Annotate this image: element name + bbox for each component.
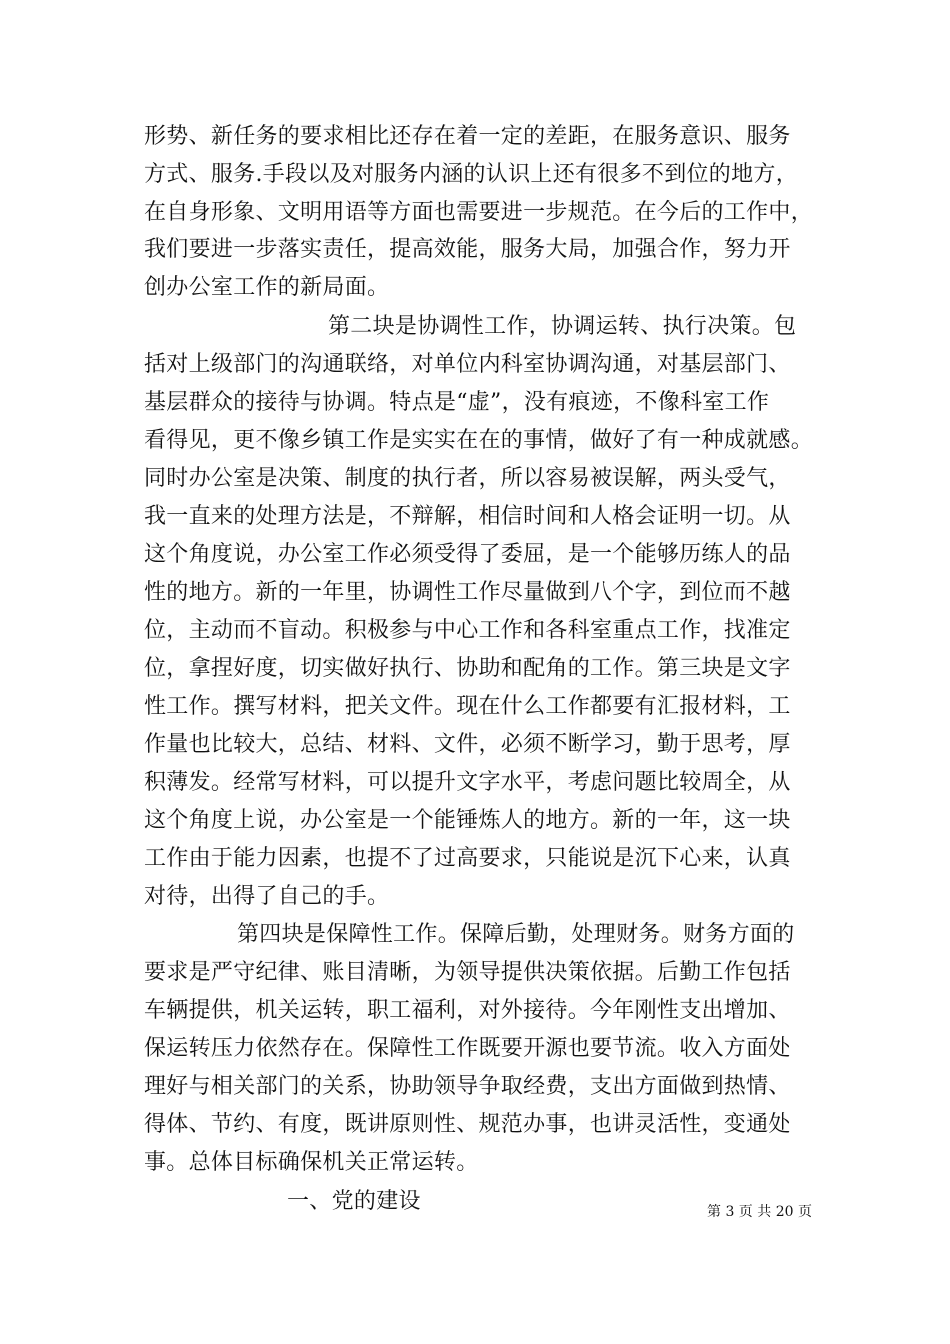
text-line: 创办公室工作的新局面。 (144, 275, 390, 300)
text-line: 括对上级部门的沟通联络，对单位内科室协调沟通，对基层部门、 (144, 352, 791, 377)
text-line: 在自身形象、文明用语等方面也需要进一步规范。在今后的工作中， (144, 200, 814, 225)
text-line: 这个角度说，办公室工作必须受得了委屈，是一个能够历练人的品 (144, 542, 791, 567)
page-number: 第 3 页 共 20 页 (707, 1204, 812, 1220)
text-line: 得体、节约、有度，既讲原则性、规范办事，也讲灵活性，变通处 (144, 1112, 791, 1137)
paragraph-start: 第四块是保障性工作。保障后勤，处理财务。财务方面的 (237, 922, 795, 947)
text-line: 性工作。撰写材料，把关文件。现在什么工作都要有汇报材料，工 (144, 694, 791, 719)
text-line: 车辆提供，机关运转，职工福利，对外接待。今年刚性支出增加、 (144, 998, 791, 1023)
text-line: 这个角度上说，办公室是一个能锤炼人的地方。新的一年，这一块 (144, 808, 791, 833)
text-line: 事。总体目标确保机关正常运转。 (144, 1150, 479, 1175)
text-line: 位，主动而不盲动。积极参与中心工作和各科室重点工作，找准定 (144, 618, 791, 643)
section-heading: 一、党的建设 (287, 1189, 421, 1214)
text-line: 性的地方。新的一年里，协调性工作尽量做到八个字，到位而不越 (144, 580, 791, 605)
text-line: 我一直来的处理方法是，不辩解，相信时间和人格会证明一切。从 (144, 504, 791, 529)
text-line: 要求是严守纪律、账目清晰，为领导提供决策依据。后勤工作包括 (144, 960, 791, 985)
text-line: 对待，出得了自己的手。 (144, 884, 390, 909)
text-line: 保运转压力依然存在。保障性工作既要开源也要节流。收入方面处 (144, 1036, 791, 1061)
text-line: 作量也比较大，总结、材料、文件，必须不断学习，勤于思考，厚 (144, 732, 791, 757)
text-line: 形势、新任务的要求相比还存在着一定的差距，在服务意识、服务 (144, 124, 791, 149)
paragraph-start: 第二块是协调性工作，协调运转、执行决策。包 (328, 314, 797, 339)
text-line: 我们要进一步落实责任，提高效能，服务大局，加强合作，努力开 (144, 237, 791, 262)
text-line: 方式、服务.手段以及对服务内涵的认识上还有很多不到位的地方， (144, 162, 798, 187)
text-line: 积薄发。经常写材料，可以提升文字水平，考虑问题比较周全，从 (144, 770, 791, 795)
text-line: 理好与相关部门的关系，协助领导争取经费，支出方面做到热情、 (144, 1074, 791, 1099)
text-line: 工作由于能力因素，也提不了过高要求，只能说是沉下心来，认真 (144, 846, 791, 871)
text-line: 同时办公室是决策、制度的执行者，所以容易被误解，两头受气， (144, 466, 791, 491)
text-line: 基层群众的接待与协调。特点是“虚”，没有痕迹，不像科室工作 (144, 390, 770, 415)
text-line: 位，拿捏好度，切实做好执行、协助和配角的工作。第三块是文字 (144, 656, 791, 681)
text-line: 看得见，更不像乡镇工作是实实在在的事情，做好了有一种成就感。 (144, 428, 814, 453)
